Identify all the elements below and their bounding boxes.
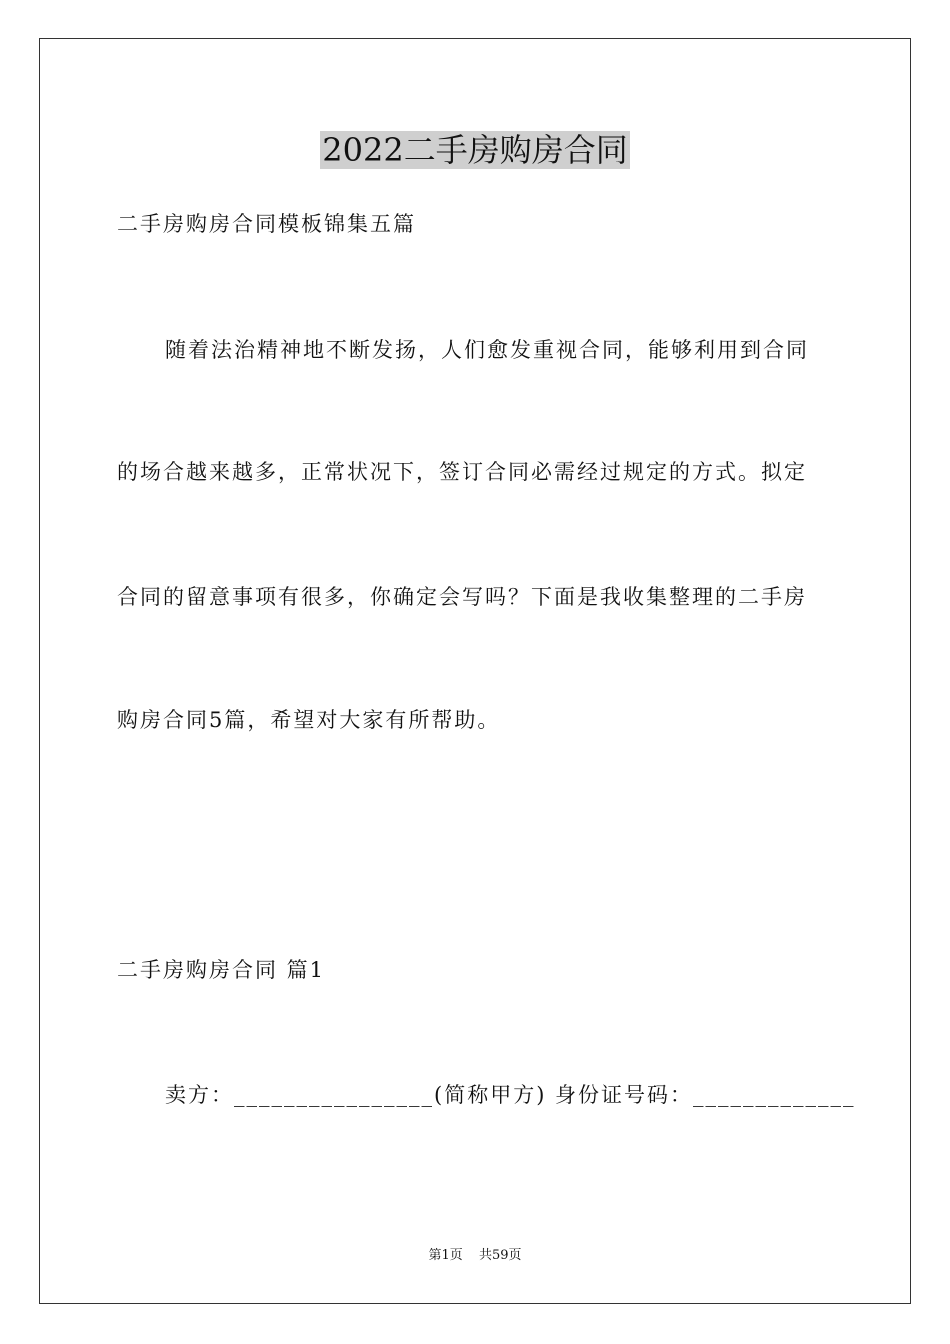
total-pages: 共59页 [478, 1248, 522, 1263]
document-subtitle: 二手房购房合同模板锦集五篇 [117, 212, 416, 236]
paragraph-line: 合同的留意事项有很多，你确定会写吗？下面是我收集整理的二手房 [117, 585, 807, 609]
paragraph-line: 的场合越来越多，正常状况下，签订合同必需经过规定的方式。拟定 [117, 460, 807, 484]
paragraph-line: 购房合同5篇，希望对大家有所帮助。 [117, 708, 501, 732]
page-number: 第1页 [428, 1248, 463, 1263]
page-footer [0, 1246, 950, 1266]
document-title-text: 2022二手房购房合同 [322, 131, 628, 169]
paragraph-line: 随着法治精神地不断发扬，人们愈发重视合同，能够利用到合同 [165, 338, 809, 362]
section-heading: 二手房购房合同 篇1 [117, 958, 326, 982]
seller-line: 卖方：________________(简称甲方) 身份证号码：_____________ [165, 1083, 856, 1107]
document-title [0, 128, 950, 172]
